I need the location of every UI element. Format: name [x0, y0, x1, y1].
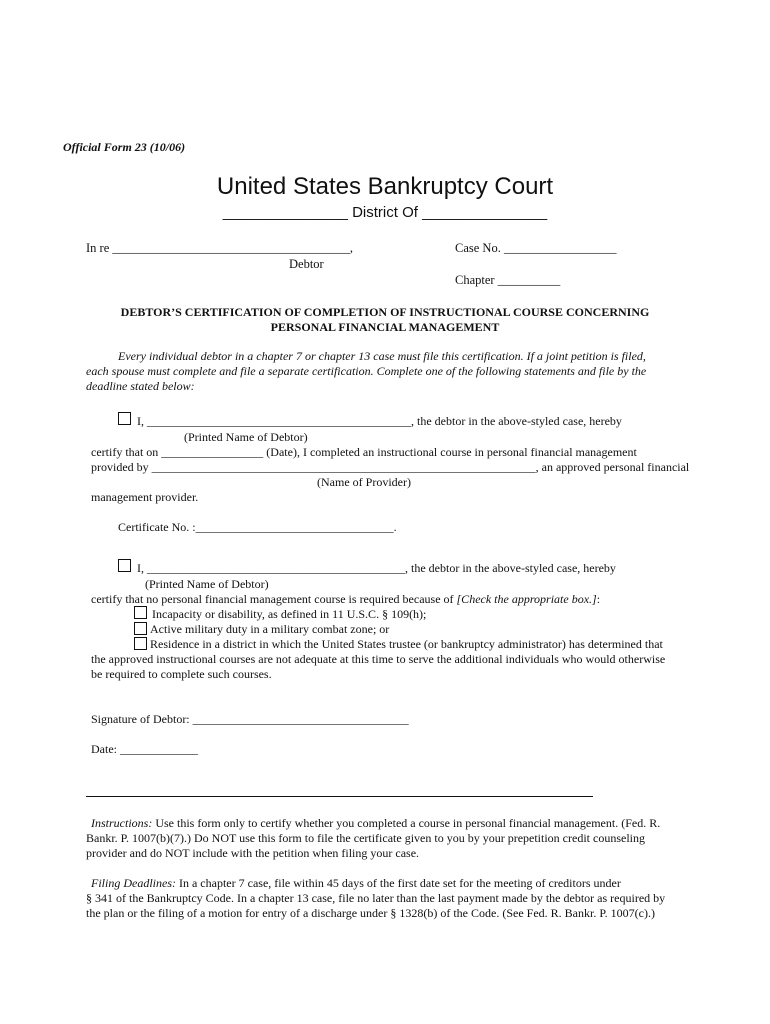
military-duty-label: Active military duty in a military combat zone; or	[150, 622, 390, 636]
district-line: _______________ District Of _______________	[222, 204, 548, 221]
instructions-line2: Bankr. P. 1007(b)(7).) Do NOT use this form to file the certificate given to you by your prepetition credit counseling	[86, 831, 645, 845]
form-id: Official Form 23 (10/06)	[63, 140, 186, 154]
intro-line2: each spouse must complete and file a separate certification. Complete one of the following statements and file by the	[86, 364, 647, 378]
option2-checkbox[interactable]	[118, 559, 131, 572]
certificate-no-field[interactable]: Certificate No. :_________________________________.	[118, 520, 397, 534]
incapacity-label: Incapacity or disability, as defined in 11 U.S.C. § 109(h);	[152, 607, 427, 621]
in-re-field[interactable]: In re ______________________________________,	[86, 241, 353, 255]
option1-provider-line[interactable]: provided by ________________________________________________________________, an approved personal financial	[91, 460, 690, 474]
option1-checkbox[interactable]	[118, 412, 131, 425]
date-field[interactable]: Date: _____________	[91, 742, 198, 756]
incapacity-checkbox[interactable]	[134, 606, 147, 619]
provider-name-label: (Name of Provider)	[317, 475, 411, 489]
residence-label: Residence in a district in which the United States trustee (or bankruptcy administrator) has determined that	[150, 637, 663, 651]
option2-printed-name-label: (Printed Name of Debtor)	[145, 577, 269, 591]
intro-line3: deadline stated below:	[86, 379, 195, 393]
option1-printed-name-label: (Printed Name of Debtor)	[184, 430, 308, 444]
debtor-label: Debtor	[289, 257, 324, 271]
option2-name-line[interactable]: I, ___________________________________________, the debtor in the above-styled case, hereby	[137, 561, 616, 575]
residence-checkbox[interactable]	[134, 637, 147, 650]
deadlines-line3: the plan or the filing of a motion for entry of a discharge under § 1328(b) of the Code. (See Fed. R. Bankr. P. 1007(c).)	[86, 906, 655, 920]
deadlines-line1: Filing Deadlines: In a chapter 7 case, file within 45 days of the first date set for the meeting of creditors under	[91, 876, 621, 890]
case-no-field[interactable]: Case No. __________________	[455, 241, 617, 255]
instructions-line1: Instructions: Use this form only to certify whether you completed a course in personal financial management. (Fed. R.	[91, 816, 661, 830]
option1-date-line[interactable]: certify that on _________________ (Date), I completed an instructional course in personal financial management	[91, 445, 637, 459]
instructions-line3: provider and do NOT include with the petition when filing your case.	[86, 846, 420, 860]
deadlines-line2: § 341 of the Bankruptcy Code. In a chapter 13 case, file no later than the last payment made by the debtor as required by	[86, 891, 666, 905]
option1-name-line[interactable]: I, ____________________________________________, the debtor in the above-styled case, hereby	[137, 414, 622, 428]
form-title-line2: PERSONAL FINANCIAL MANAGEMENT	[270, 320, 500, 334]
intro-line1: Every individual debtor in a chapter 7 or chapter 13 case must file this certification. If a joint petition is filed,	[118, 349, 646, 363]
option1-provider-cont: management provider.	[91, 490, 199, 504]
form-title-line1: DEBTOR’S CERTIFICATION OF COMPLETION OF INSTRUCTIONAL COURSE CONCERNING	[120, 305, 650, 319]
residence-cont-line1: the approved instructional courses are not adequate at this time to serve the additional individuals who would otherwise	[91, 652, 666, 666]
signature-field[interactable]: Signature of Debtor: ____________________________________	[91, 712, 409, 726]
military-duty-checkbox[interactable]	[134, 622, 147, 635]
residence-cont-line2: be required to complete such courses.	[91, 667, 272, 681]
section-divider	[86, 796, 593, 797]
court-title: United States Bankruptcy Court	[216, 173, 554, 200]
option2-reason-line: certify that no personal financial management course is required because of [Check the appropriate box.]:	[91, 592, 601, 606]
chapter-field[interactable]: Chapter __________	[455, 273, 561, 287]
